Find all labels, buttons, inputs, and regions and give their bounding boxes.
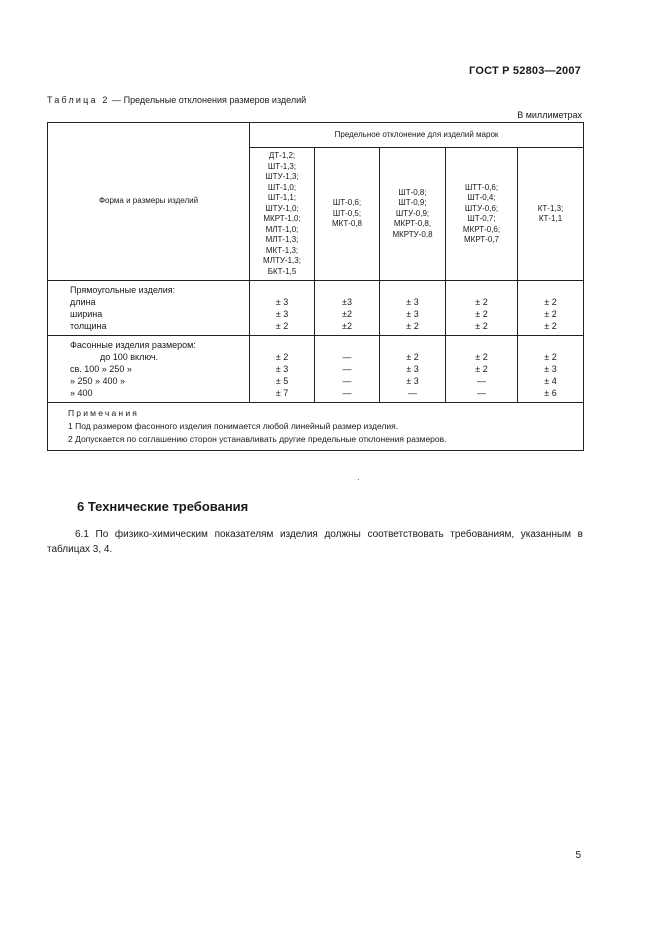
page-number: 5 bbox=[575, 850, 581, 861]
deviation-value: ±2 bbox=[342, 321, 352, 331]
grade-name: ШТУ-0,9; bbox=[395, 208, 430, 218]
row-label: Прямоугольные изделия: bbox=[70, 285, 176, 295]
deviation-value: ± 2 bbox=[544, 297, 557, 307]
grade-name: МКРТ-0,7 bbox=[464, 235, 499, 244]
row-label: ширина bbox=[70, 309, 103, 319]
grade-name: ШТ-0,6; bbox=[332, 198, 362, 208]
grade-name: ШТТ-0,6; bbox=[464, 182, 499, 192]
grade-header-cell bbox=[315, 148, 380, 281]
grade-name: МКТ-1,3; bbox=[265, 245, 299, 255]
grade-name: ДТ-1,2; bbox=[268, 151, 296, 160]
deviation-value: ± 3 bbox=[406, 297, 419, 307]
grade-name: МЛТ-1,0; bbox=[265, 224, 299, 234]
grade-name: МКРТ-0,8, bbox=[393, 219, 432, 229]
note-item: 2 Допускается по соглашению сторон устанавливать другие предельные отклонения размеров. bbox=[68, 434, 447, 444]
deviation-value: — bbox=[477, 376, 486, 386]
value-cell bbox=[250, 336, 315, 403]
deviation-value bbox=[250, 339, 314, 351]
header-deviation-group: Предельное отклонение для изделий марок bbox=[250, 123, 584, 148]
deviation-value: — bbox=[342, 388, 352, 398]
group-shaped-row bbox=[48, 336, 584, 403]
grade-list bbox=[446, 180, 517, 249]
deviation-value: ± 2 bbox=[475, 352, 488, 362]
deviation-value bbox=[315, 284, 379, 296]
deviation-table bbox=[47, 122, 584, 451]
deviation-value bbox=[380, 339, 445, 351]
deviation-value: ± 2 bbox=[475, 297, 488, 307]
deviation-value: ± 3 bbox=[275, 309, 289, 319]
row-label: Фасонные изделия размером: bbox=[70, 340, 196, 350]
grade-name: ШТ-1,3; bbox=[267, 161, 297, 171]
table-caption bbox=[47, 95, 306, 105]
document-code: ГОСТ Р 52803—2007 bbox=[469, 65, 581, 77]
value-cell bbox=[446, 336, 518, 403]
row-label: » 250 » 400 » bbox=[70, 376, 126, 386]
grade-name: МЛТУ-1,3; bbox=[263, 256, 301, 265]
grade-name: ШТ-0,9; bbox=[398, 198, 427, 208]
grade-name: КТ-1,3; bbox=[537, 203, 564, 213]
grade-header-cell bbox=[250, 148, 315, 281]
grade-name: МКРТ-1,0; bbox=[263, 214, 301, 223]
value-cell bbox=[250, 281, 315, 336]
deviation-value: ± 2 bbox=[544, 321, 557, 331]
deviation-value: ± 2 bbox=[275, 352, 289, 362]
deviation-value: — bbox=[408, 388, 417, 398]
rectangular-labels bbox=[48, 281, 250, 336]
deviation-value: ±3 bbox=[342, 297, 352, 307]
deviation-value: ± 2 bbox=[475, 309, 488, 319]
grade-name: ШТ-0,7; bbox=[467, 214, 496, 223]
deviation-value: ± 3 bbox=[406, 376, 419, 386]
deviation-value: ± 3 bbox=[275, 297, 289, 307]
grade-name: ШТУ-1,0; bbox=[265, 203, 299, 213]
grade-name: МЛТ-1,3; bbox=[265, 235, 299, 244]
grade-name: ШТ-0,4; bbox=[467, 193, 496, 202]
grade-header-cell bbox=[518, 148, 584, 281]
deviation-value bbox=[380, 284, 445, 296]
notes-row bbox=[48, 403, 584, 451]
deviation-value: ± 5 bbox=[275, 376, 289, 386]
deviation-value: ± 3 bbox=[406, 309, 419, 319]
deviation-value: — bbox=[477, 388, 486, 398]
deviation-value: ± 2 bbox=[406, 352, 419, 362]
row-label: св. 100 » 250 » bbox=[70, 364, 132, 374]
header-form-sizes: Форма и размеры изделий bbox=[48, 123, 250, 281]
grade-list bbox=[380, 185, 445, 244]
grade-header-cell bbox=[446, 148, 518, 281]
row-label: толщина bbox=[70, 321, 107, 331]
value-cell bbox=[315, 336, 380, 403]
grade-name: МКРТ-0,6; bbox=[462, 224, 501, 234]
table-units: В миллиметрах bbox=[517, 110, 582, 120]
grade-name: МКТ-0,8 bbox=[332, 219, 362, 229]
row-label: до 100 включ. bbox=[100, 352, 159, 362]
deviation-value bbox=[518, 284, 583, 296]
value-cell bbox=[380, 281, 446, 336]
value-cell bbox=[446, 281, 518, 336]
deviation-value: ± 2 bbox=[544, 309, 557, 319]
group-rectangular-row bbox=[48, 281, 584, 336]
grade-list bbox=[518, 201, 583, 228]
deviation-value: ±2 bbox=[342, 309, 352, 319]
deviation-value: ± 7 bbox=[275, 388, 289, 398]
table-caption-text: — Предельные отклонения размеров изделий bbox=[109, 95, 307, 105]
value-cell bbox=[518, 281, 584, 336]
shaped-labels bbox=[48, 336, 250, 403]
table-caption-number: Таблица 2 bbox=[47, 95, 110, 105]
deviation-value: ± 2 bbox=[406, 321, 419, 331]
table-notes bbox=[48, 403, 584, 451]
grade-name: ШТ-0,8; bbox=[398, 187, 427, 197]
deviation-value: ± 3 bbox=[406, 364, 419, 374]
stray-dot bbox=[358, 479, 359, 480]
grade-list bbox=[250, 148, 314, 280]
deviation-value bbox=[446, 339, 517, 351]
note-item: 1 Под размером фасонного изделия понимается любой линейный размер изделия. bbox=[68, 421, 399, 431]
deviation-value: ± 4 bbox=[544, 376, 557, 386]
deviation-value: ± 3 bbox=[275, 364, 289, 374]
grade-name: БКТ-1,5 bbox=[267, 266, 297, 276]
deviation-value: ± 3 bbox=[544, 364, 557, 374]
value-cell bbox=[380, 336, 446, 403]
deviation-value bbox=[518, 339, 583, 351]
deviation-value: — bbox=[342, 364, 352, 374]
deviation-value: ± 2 bbox=[475, 364, 488, 374]
deviation-value: — bbox=[342, 376, 352, 386]
value-cell bbox=[518, 336, 584, 403]
deviation-value: — bbox=[342, 352, 352, 362]
section-title: 6 Технические требования bbox=[77, 499, 249, 514]
grade-name: МКРТУ-0,8 bbox=[392, 229, 433, 239]
grade-header-cell bbox=[380, 148, 446, 281]
deviation-value bbox=[315, 339, 379, 351]
grade-name: ШТ-0,5; bbox=[332, 208, 362, 218]
grade-name: КТ-1,1 bbox=[538, 214, 563, 223]
deviation-value: ± 6 bbox=[544, 388, 557, 398]
section-paragraph: 6.1 По физико-химическим показателям изделия должны соответствовать требованиям, указанным в таблицах 3, 4. bbox=[47, 529, 583, 555]
grade-name: ШТУ-1,3; bbox=[265, 172, 299, 181]
row-label: длина bbox=[70, 297, 96, 307]
value-cell bbox=[315, 281, 380, 336]
deviation-value: ± 2 bbox=[275, 321, 289, 331]
deviation-value bbox=[250, 284, 314, 296]
notes-title: Примечания bbox=[68, 408, 140, 418]
grade-name: ШТ-1,0; bbox=[267, 182, 297, 192]
deviation-value: ± 2 bbox=[475, 321, 488, 331]
grade-name: ШТ-1,1; bbox=[267, 193, 297, 202]
grade-list bbox=[315, 195, 379, 233]
deviation-value bbox=[446, 284, 517, 296]
deviation-value: ± 2 bbox=[544, 352, 557, 362]
row-label: » 400 bbox=[70, 388, 93, 398]
grade-name: ШТУ-0,6; bbox=[464, 203, 499, 213]
